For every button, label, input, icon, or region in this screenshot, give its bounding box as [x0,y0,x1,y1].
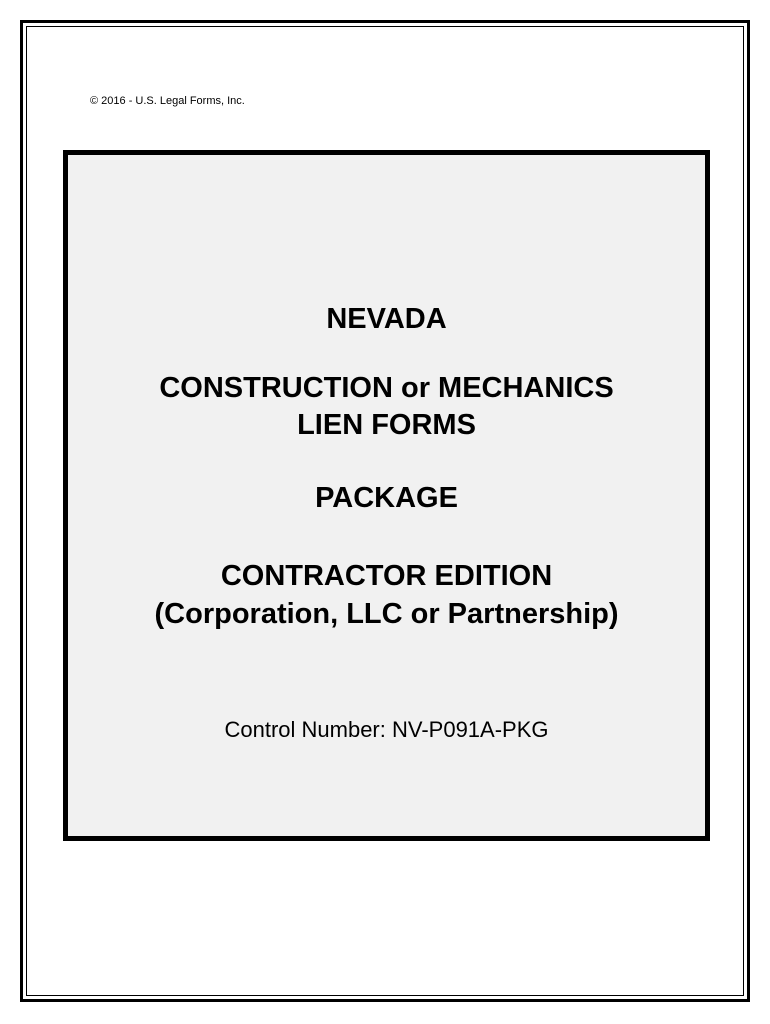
form-title-line-1: CONSTRUCTION or MECHANICS [159,372,614,404]
cover-title-box [63,150,710,841]
copyright-notice: © 2016 - U.S. Legal Forms, Inc. [90,95,245,107]
package-heading: PACKAGE [315,482,458,514]
form-title-line-2: LIEN FORMS [297,409,476,441]
edition-subheading: (Corporation, LLC or Partnership) [154,598,619,630]
state-heading: NEVADA [326,303,447,335]
control-number: Control Number: NV-P091A-PKG [224,717,549,742]
edition-heading: CONTRACTOR EDITION [220,560,553,592]
